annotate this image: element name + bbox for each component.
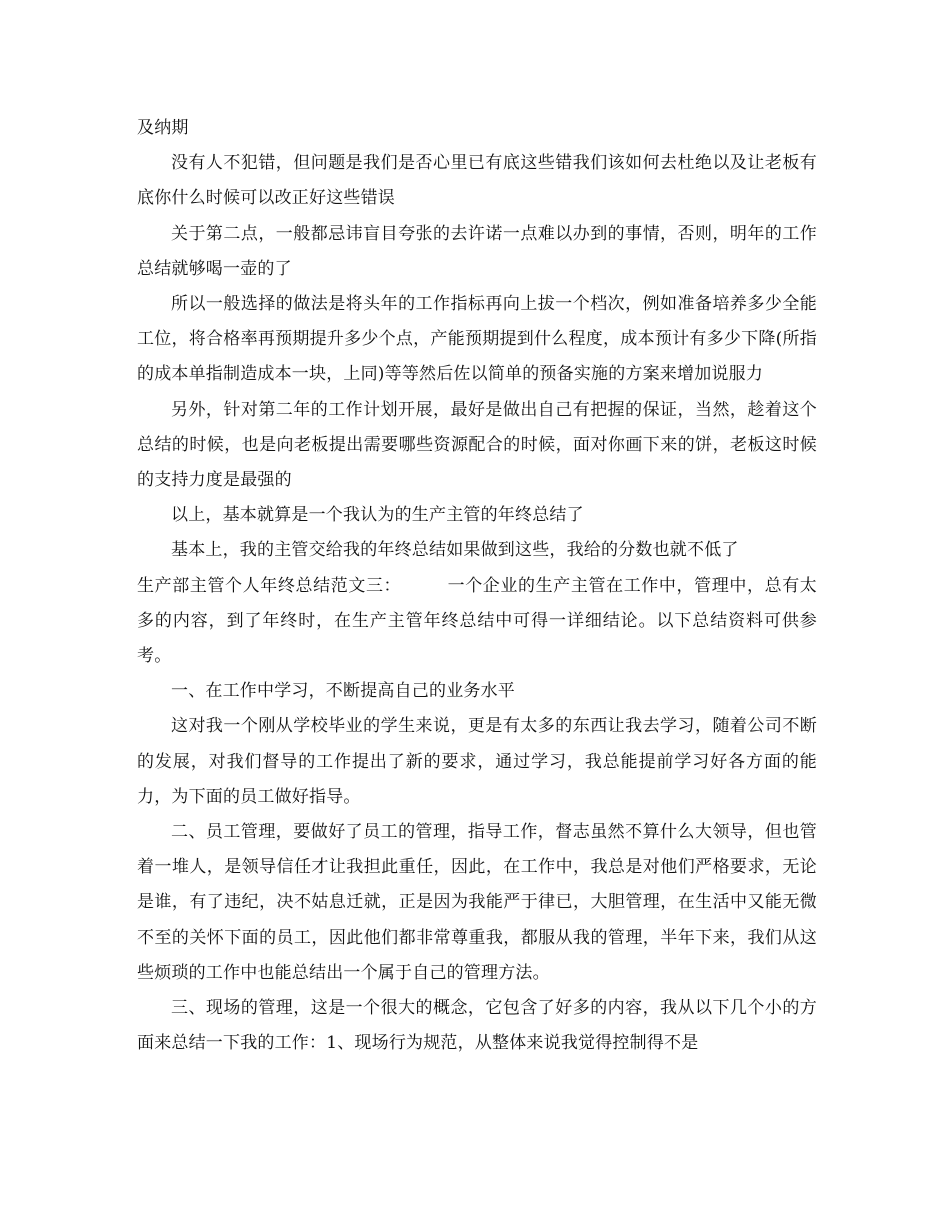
paragraph-continuation: 及纳期	[137, 118, 189, 138]
section-heading-paragraph	[137, 569, 817, 675]
paragraph: 这对我一个刚从学校毕业的学生来说，更是有太多的东西让我去学习，随着公司不断的发展，对我们督导的工作提出了新的要求，通过学习，我总能提前学习好各方面的能力，为下面的员工做好指导。	[137, 716, 817, 807]
paragraph: 三、现场的管理，这是一个很大的概念，它包含了好多的内容，我从以下几个小的方面来总结一下我的工作：1、现场行为规范，从整体来说我觉得控制得不是	[137, 998, 817, 1054]
paragraph: 没有人不犯错，但问题是我们是否心里已有底这些错我们该如何去杜绝以及让老板有底你什么时候可以改正好这些错误	[137, 153, 817, 209]
paragraph: 关于第二点，一般都忌讳盲目夸张的去许诺一点难以办到的事情，否则，明年的工作总结就够喝一壶的了	[137, 223, 817, 279]
paragraph: 基本上，我的主管交给我的年终总结如果做到这些，我给的分数也就不低了	[171, 540, 739, 561]
section-intro: 一个企业的生产主管在工作中，管理中，总有太多的内容，到了年终时，在生产主管年终总结中可得一详细结论。以下总结资料可供参考。	[137, 575, 818, 667]
paragraph: 另外，针对第二年的工作计划开展，最好是做出自己有把握的保证，当然，趁着这个总结的时候，也是向老板提出需要哪些资源配合的时候，面对你画下来的饼，老板这时候的支持力度是最强的	[137, 399, 817, 491]
document-body	[137, 111, 817, 1061]
paragraph: 以上，基本就算是一个我认为的生产主管的年终总结了	[171, 505, 584, 526]
section-heading: 生产部主管个人年终总结范文三：	[137, 575, 402, 596]
paragraph: 所以一般选择的做法是将头年的工作指标再向上拔一个档次，例如准备培养多少全能工位，将合格率再预期提升多少个点，产能预期提到什么程度，成本预计有多少下降(所指的成本单指制造成本一块，上同)等等然后佐以简单的预备实施的方案来增加说服力	[137, 294, 817, 385]
subheading-paragraph: 一、在工作中学习，不断提高自己的业务水平	[171, 681, 515, 702]
paragraph: 二、员工管理，要做好了员工的管理，指导工作，督志虽然不算什么大领导，但也管着一堆人，是领导信任才让我担此重任，因此，在工作中，我总是对他们严格要求，无论是谁，有了违纪，决不姑息迁就，正是因为我能严于律已，大胆管理，在生活中又能无微不至的关怀下面的员工，因此他们都非常尊重我，都服从我的管理，半年下来，我们从这些烦琐的工作中也能总结出一个属于自己的管理方法。	[137, 822, 817, 983]
